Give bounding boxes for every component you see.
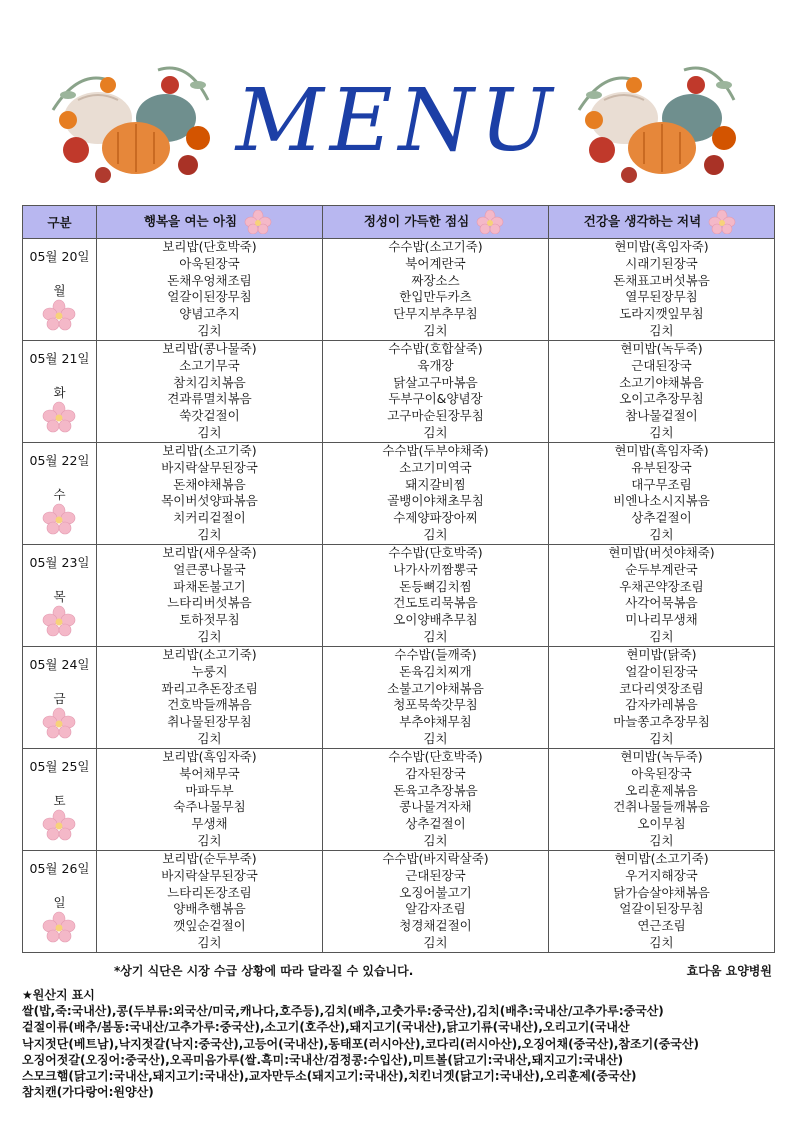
menu-item: 김치 <box>423 832 448 848</box>
menu-item: 돼지갈비찜 <box>405 476 466 492</box>
menu-item: 김치 <box>649 832 674 848</box>
menu-day-row <box>23 545 775 647</box>
menu-item: 감자된장국 <box>405 765 466 781</box>
menu-item: 수수밥(소고기죽) <box>388 239 483 254</box>
menu-item: 수수밥(두부야채죽) <box>382 443 489 458</box>
day-cell <box>23 545 97 647</box>
breakfast-cell <box>97 239 323 341</box>
lunch-cell <box>323 341 549 443</box>
menu-item: 깻잎순겉절이 <box>173 918 246 934</box>
menu-item: 양념고추지 <box>179 306 240 322</box>
menu-item: 현미밥(소고기죽) <box>614 851 709 866</box>
menu-item: 근대된장국 <box>631 357 692 373</box>
breakfast-cell <box>97 749 323 851</box>
menu-item: 김치 <box>423 424 448 440</box>
origin-line: 낙지젓단(베트남),낙지젓갈(낙지:중국산),고등어(국내산),동태포(러시아산),코다리(러시아산),오징어채(중국산),참조기(중국산) <box>22 1036 699 1051</box>
menu-item: 보리밥(소고기죽) <box>162 647 257 662</box>
menu-item: 돈육고추장볶음 <box>393 782 478 798</box>
weekly-menu-table <box>22 205 775 953</box>
menu-item: 현미밥(녹두죽) <box>620 341 703 356</box>
menu-item: 마파두부 <box>185 782 234 798</box>
menu-item: 고구마순된장무침 <box>387 408 484 424</box>
menu-day-row <box>23 851 775 953</box>
menu-item: 김치 <box>649 730 674 746</box>
menu-item: 김치 <box>197 526 222 542</box>
breakfast-cell <box>97 545 323 647</box>
menu-item: 현미밥(녹두죽) <box>620 749 703 764</box>
day-cell <box>23 239 97 341</box>
menu-item: 돈채표고버섯볶음 <box>613 272 710 288</box>
origin-heading: ★원산지 표시 <box>22 988 95 1002</box>
menu-item: 오이무침 <box>637 816 686 832</box>
menu-item: 돈육김치찌개 <box>399 663 472 679</box>
menu-item: 비엔나소시지볶음 <box>613 493 710 509</box>
menu-item: 육개장 <box>417 357 454 373</box>
menu-item: 근대된장국 <box>405 867 466 883</box>
menu-item: 콩나물겨자채 <box>399 799 472 815</box>
page-header <box>0 0 794 200</box>
pink-flower-icon <box>473 210 507 234</box>
menu-item: 아욱된장국 <box>179 255 240 271</box>
pumpkin-bouquet-decoration-right <box>574 40 744 190</box>
menu-item: 북어계란국 <box>405 255 466 271</box>
dinner-cell <box>549 341 775 443</box>
menu-item: 김치 <box>197 628 222 644</box>
menu-item: 수수밥(바지락살죽) <box>382 851 489 866</box>
menu-item: 느타리버섯볶음 <box>167 595 252 611</box>
menu-item: 얼갈이된장국 <box>625 663 698 679</box>
day-date: 05월 24일 <box>29 657 90 672</box>
menu-item: 김치 <box>423 526 448 542</box>
menu-item: 보리밥(순두부죽) <box>162 851 257 866</box>
origin-section <box>22 987 782 1100</box>
menu-item: 보리밥(소고기죽) <box>162 443 257 458</box>
dinner-cell <box>549 239 775 341</box>
menu-item: 닭살고구마볶음 <box>393 374 478 390</box>
menu-item: 건호박들깨볶음 <box>167 697 252 713</box>
menu-item: 도라지깻잎무침 <box>619 306 704 322</box>
menu-item: 사각어묵볶음 <box>625 595 698 611</box>
menu-item: 북어채무국 <box>179 765 240 781</box>
menu-item: 소고기야채볶음 <box>619 374 704 390</box>
menu-item: 수수밥(들깨죽) <box>394 647 477 662</box>
menu-day-row <box>23 341 775 443</box>
menu-item: 보리밥(단호박죽) <box>162 239 257 254</box>
pink-flower-icon <box>42 605 76 639</box>
day-weekday: 화 <box>53 385 66 400</box>
menu-header-row <box>23 206 775 239</box>
menu-item: 치커리겉절이 <box>173 510 246 526</box>
menu-item: 김치 <box>197 424 222 440</box>
menu-item: 부추야채무침 <box>399 714 472 730</box>
menu-item: 김치 <box>197 322 222 338</box>
header-category <box>23 206 97 239</box>
dinner-cell <box>549 443 775 545</box>
menu-item: 돈등뼈김치찜 <box>399 578 472 594</box>
lunch-cell <box>323 545 549 647</box>
pink-flower-icon <box>705 210 739 234</box>
menu-item: 바지락살무된장국 <box>161 459 258 475</box>
day-cell <box>23 341 97 443</box>
day-cell <box>23 647 97 749</box>
pink-flower-icon <box>241 210 275 234</box>
menu-item: 보리밥(콩나물죽) <box>162 341 257 356</box>
menu-item: 열무된장무침 <box>625 289 698 305</box>
menu-item: 김치 <box>197 730 222 746</box>
menu-item: 연근조림 <box>637 918 686 934</box>
dinner-cell <box>549 749 775 851</box>
menu-item: 꽈리고추돈장조림 <box>161 680 258 696</box>
menu-item: 닭가슴살야채볶음 <box>613 884 710 900</box>
menu-item: 현미밥(흑임자죽) <box>614 443 709 458</box>
header-breakfast-label: 행복을 여는 아침 <box>143 213 238 229</box>
menu-item: 얼갈이된장무침 <box>167 289 252 305</box>
menu-item: 김치 <box>423 628 448 644</box>
menu-item: 김치 <box>649 526 674 542</box>
day-date: 05월 21일 <box>29 351 90 366</box>
menu-item: 목이버섯양파볶음 <box>161 493 258 509</box>
menu-item: 보리밥(새우살죽) <box>162 545 257 560</box>
menu-item: 얼큰콩나물국 <box>173 561 246 577</box>
breakfast-cell <box>97 851 323 953</box>
lunch-cell <box>323 647 549 749</box>
menu-item: 시래기된장국 <box>625 255 698 271</box>
menu-item: 청경채겉절이 <box>399 918 472 934</box>
breakfast-cell <box>97 341 323 443</box>
menu-item: 오이고추장무침 <box>619 391 704 407</box>
origin-line: 오징어젓갈(오징어:중국산),오곡미음가루(쌀.흑미:국내산/검정콩:수입산),미트볼(닭고기:국내산,돼지고기:국내산) <box>22 1052 624 1067</box>
day-weekday: 목 <box>53 589 66 604</box>
lunch-cell <box>323 749 549 851</box>
menu-item: 현미밥(흑임자죽) <box>614 239 709 254</box>
menu-item: 김치 <box>423 730 448 746</box>
menu-item: 견과류멸치볶음 <box>167 391 252 407</box>
menu-item: 얼갈이된장무침 <box>619 901 704 917</box>
hospital-name: 효다움 요양병원 <box>686 964 772 978</box>
menu-item: 보리밥(흑임자죽) <box>162 749 257 764</box>
menu-item: 김치 <box>649 424 674 440</box>
menu-change-notice: *상기 식단은 시장 수급 상황에 따라 달라질 수 있습니다. <box>114 964 414 978</box>
menu-item: 상추겉절이 <box>405 816 466 832</box>
menu-item: 짜장소스 <box>411 272 460 288</box>
breakfast-cell <box>97 647 323 749</box>
menu-day-row <box>23 239 775 341</box>
menu-day-row <box>23 443 775 545</box>
menu-item: 오리훈제볶음 <box>625 782 698 798</box>
menu-item: 수수밥(호합살죽) <box>388 341 483 356</box>
day-cell <box>23 851 97 953</box>
menu-item: 참나물겉절이 <box>625 408 698 424</box>
menu-item: 김치 <box>423 322 448 338</box>
menu-item: 대구무조림 <box>631 476 692 492</box>
menu-item: 건취나물들깨볶음 <box>613 799 710 815</box>
menu-item: 숙주나물무침 <box>173 799 246 815</box>
lunch-cell <box>323 239 549 341</box>
day-date: 05월 23일 <box>29 555 90 570</box>
menu-item: 참치김치볶음 <box>173 374 246 390</box>
menu-item: 양배추햄볶음 <box>173 901 246 917</box>
menu-item: 쑥갓겉절이 <box>179 408 240 424</box>
dinner-cell <box>549 647 775 749</box>
header-dinner-label: 건강을 생각하는 저녁 <box>583 213 702 229</box>
menu-item: 한입만두카츠 <box>399 289 472 305</box>
pink-flower-icon <box>42 299 76 333</box>
menu-item: 미나리무생채 <box>625 612 698 628</box>
menu-item: 김치 <box>649 628 674 644</box>
menu-item: 마늘쫑고추장무침 <box>613 714 710 730</box>
origin-line: 겉절이류(배추/봄동:국내산/고추가루:중국산),소고기(호주산),돼지고기(국내산),닭고기류(국내산),오리고기(국내산 <box>22 1020 630 1035</box>
menu-item: 소불고기야채볶음 <box>387 680 484 696</box>
breakfast-cell <box>97 443 323 545</box>
menu-body <box>23 239 775 953</box>
pumpkin-bouquet-decoration-left <box>48 40 218 190</box>
menu-item: 골뱅이야채초무침 <box>387 493 484 509</box>
day-date: 05월 20일 <box>29 249 90 264</box>
menu-item: 오이양배추무침 <box>393 612 478 628</box>
header-lunch <box>323 206 549 239</box>
menu-item: 감자카레볶음 <box>625 697 698 713</box>
header-breakfast <box>97 206 323 239</box>
menu-item: 오징어불고기 <box>399 884 472 900</box>
lunch-cell <box>323 443 549 545</box>
menu-item: 김치 <box>197 832 222 848</box>
dinner-cell <box>549 851 775 953</box>
day-weekday: 일 <box>53 895 66 910</box>
menu-item: 상추겉절이 <box>631 510 692 526</box>
pink-flower-icon <box>42 503 76 537</box>
menu-item: 나가사끼짬뽕국 <box>393 561 478 577</box>
day-date: 05월 22일 <box>29 453 90 468</box>
menu-item: 청포묵쑥갓무침 <box>393 697 478 713</box>
menu-item: 현미밥(버섯야채죽) <box>608 545 715 560</box>
pink-flower-icon <box>42 401 76 435</box>
menu-day-row <box>23 749 775 851</box>
menu-item: 수수밥(단호박죽) <box>388 749 483 764</box>
menu-item: 건도토리묵볶음 <box>393 595 478 611</box>
day-weekday: 월 <box>53 283 66 298</box>
menu-item: 현미밥(닭죽) <box>626 647 697 662</box>
menu-item: 두부구이&양념장 <box>388 391 483 407</box>
menu-item: 유부된장국 <box>631 459 692 475</box>
menu-item: 김치 <box>197 934 222 950</box>
menu-item: 수수밥(단호박죽) <box>388 545 483 560</box>
origin-line: 쌀(밥,죽:국내산),콩(두부류:외국산/미국,캐나다,호주등),김치(배추,고춧가루:중국산),김치(배추:국내산/고추가루:중국산) <box>22 1004 664 1019</box>
menu-item: 취나물된장무침 <box>167 714 252 730</box>
day-date: 05월 25일 <box>29 759 90 774</box>
menu-item: 코다리엿장조림 <box>619 680 704 696</box>
pink-flower-icon <box>42 911 76 945</box>
header-category-label: 구분 <box>47 215 72 230</box>
menu-title: MENU <box>235 71 559 171</box>
menu-item: 김치 <box>423 934 448 950</box>
menu-item: 우거지해장국 <box>625 867 698 883</box>
day-weekday: 수 <box>53 487 66 502</box>
menu-item: 김치 <box>649 322 674 338</box>
origin-line: 스모크햄(닭고기:국내산,돼지고기:국내산),교자만두소(돼지고기:국내산),치킨너겟(닭고기:국내산),오리훈제(중국산) <box>22 1069 637 1084</box>
pink-flower-icon <box>42 707 76 741</box>
day-weekday: 금 <box>53 691 66 706</box>
header-dinner <box>549 206 775 239</box>
lunch-cell <box>323 851 549 953</box>
menu-item: 바지락살무된장국 <box>161 867 258 883</box>
menu-item: 우채곤약장조림 <box>619 578 704 594</box>
menu-item: 무생채 <box>191 816 228 832</box>
menu-item: 토하젓무침 <box>179 612 240 628</box>
menu-item: 누룽지 <box>191 663 228 679</box>
menu-item: 김치 <box>649 934 674 950</box>
menu-item: 소고기무국 <box>179 357 240 373</box>
menu-item: 알감자조림 <box>405 901 466 917</box>
menu-item: 아욱된장국 <box>631 765 692 781</box>
day-date: 05월 26일 <box>29 861 90 876</box>
menu-item: 소고기미역국 <box>399 459 472 475</box>
day-cell <box>23 443 97 545</box>
menu-item: 파채돈불고기 <box>173 578 246 594</box>
origin-line: 참치캔(가다랑어:원양산) <box>22 1085 154 1100</box>
header-lunch-label: 정성이 가득한 점심 <box>363 213 470 229</box>
pink-flower-icon <box>42 809 76 843</box>
menu-item: 수제양파장아찌 <box>393 510 478 526</box>
menu-item: 순두부계란국 <box>625 561 698 577</box>
dinner-cell <box>549 545 775 647</box>
menu-day-row <box>23 647 775 749</box>
menu-item: 돈채우엉채조림 <box>167 272 252 288</box>
day-weekday: 토 <box>53 793 66 808</box>
menu-item: 돈채야채볶음 <box>173 476 246 492</box>
menu-item: 느타리돈장조림 <box>167 884 252 900</box>
menu-item: 단무지부추무침 <box>393 306 478 322</box>
day-cell <box>23 749 97 851</box>
